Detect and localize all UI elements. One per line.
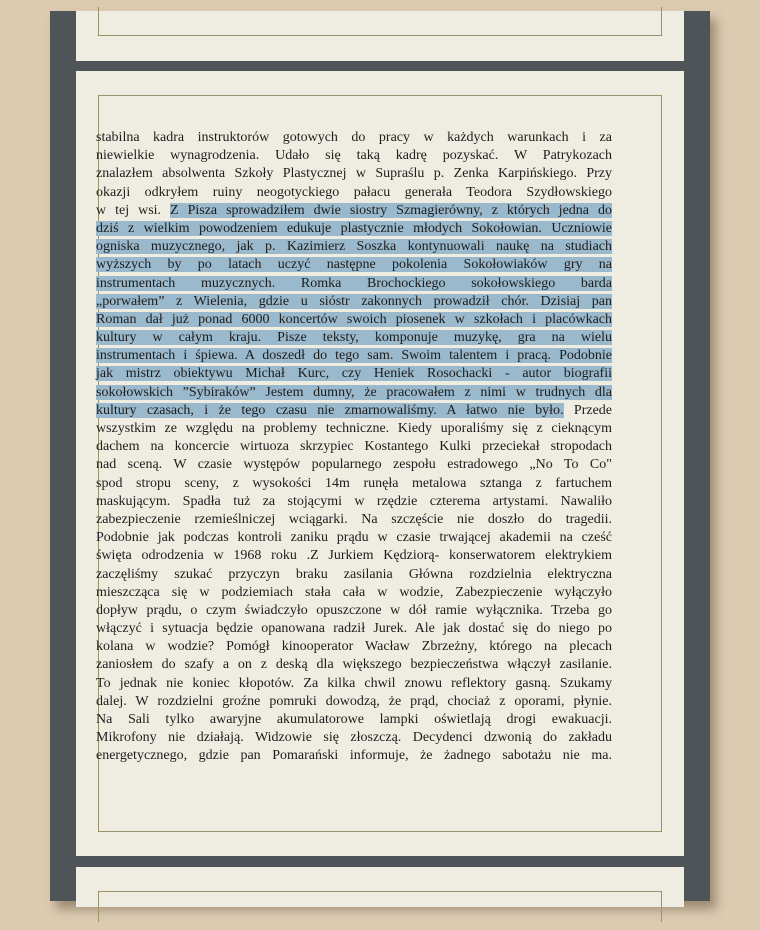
text-line [96, 329, 612, 347]
text-run: Podobnie jak podczas kontroli zaniku prądu w czasie trwającej akademii na cześć [96, 530, 612, 546]
text-line [96, 493, 612, 511]
text-line [96, 184, 612, 202]
text-line [96, 365, 612, 383]
text-line [96, 165, 612, 183]
text-run: energetycznego, gdzie pan Pomarański informuje, że żadnego sabotażu nie ma. [96, 748, 612, 764]
text-run: dalej. W rozdzielni groźne pomruki dowodzą, że prąd, chociaż z oporami, płynie. [96, 693, 612, 709]
text-line [96, 602, 612, 620]
text-line [96, 438, 612, 456]
selected-text: kultury w całym kraju. Pisze teksty, komponuje muzykę, gra na wielu [96, 330, 612, 346]
text-run: znalazłem absolwenta Szkoły Plastycznej w Supraślu p. Zenka Karpińskiego. Przy [96, 166, 612, 182]
selected-text: instrumentach i śpiewa. A doszedł do tego sam. Swoim talentem i pracą. Podobnie [96, 348, 612, 364]
text-run: Przede [563, 402, 612, 418]
page-body-text[interactable] [96, 129, 612, 766]
text-run: święta odrodzenia w 1968 roku .Z Jurkiem Kędziorą- konserwatorem elektrykiem [96, 548, 612, 564]
selected-text: kultury czasach, i że tego czasu nie zmarnowaliśmy. A łatwo nie było. [96, 402, 564, 418]
text-line [96, 238, 612, 256]
selected-text: Roman dał już ponad 6000 koncertów swoich piosenek w szkołach i placówkach [96, 311, 612, 327]
text-line [96, 293, 612, 311]
text-line [96, 475, 612, 493]
text-line [96, 275, 612, 293]
text-run: w tej wsi. [96, 202, 171, 218]
text-line [96, 638, 612, 656]
text-line [96, 729, 612, 747]
text-line [96, 656, 612, 674]
text-run: zaniosłem do szafy a on z deską dla większego bezpieczeństwa włączył zasilanie. [96, 657, 612, 673]
text-line [96, 711, 612, 729]
text-run: włączyć i sytuacja będzie opanowana radził Jurek. Ale jak dostać się do niego po [96, 621, 612, 637]
selected-text: jak mistrz obiektywu Michał Kurc, czy Heniek Rosochacki - autor biografii [96, 366, 612, 382]
text-line [96, 693, 612, 711]
text-run: wszystkim ze względu na problemy techniczne. Kiedy uporaliśmy się z cieknącym [96, 421, 612, 436]
text-run: Na Sali tylko awaryjne akumulatorowe lampki oświetlają drogi ewakuacji. [96, 712, 612, 727]
text-line [96, 511, 612, 529]
selected-text: „porwałem” z Wielenia, gdzie u sióstr zakonnych prowadził chór. Dzisiaj pan [96, 293, 612, 309]
selected-text: sokołowskich ”Sybiraków” Jestem dumny, że pracowałem z nimi w trudnych dla [96, 384, 612, 400]
text-line [96, 420, 612, 438]
text-run: zaczęliśmy szukać przyczyn braku zasilania Główna rozdzielnia elektryczna [96, 566, 612, 582]
text-line [96, 547, 612, 565]
text-run: spod stropu sceny, z wysokości 14m runęła metalowa sztanga z fartuchem [96, 475, 612, 491]
text-line [96, 529, 612, 547]
text-run: dachem na koncercie wirtuoza skrzypiec Kostantego Kulki przeciekał stropodach [96, 439, 612, 455]
text-line [96, 202, 612, 220]
selected-text: Z Pisza sprowadziłem dwie siostry Szmagierówny, z których jedna do [170, 202, 612, 218]
next-page [76, 867, 684, 907]
text-line [96, 347, 612, 365]
selected-text: dziś z wielkim powodzeniem edukuje plastycznie młodych Sokołowian. Uczniowie [96, 220, 612, 236]
text-run: zabezpieczenie rzemieślniczej wciągarki. Na szczęście nie doszło do tragedii. [96, 511, 612, 527]
text-line [96, 747, 612, 765]
text-line [96, 147, 612, 165]
text-run: To jednak nie koniec kłopotów. Za kilka chwil znowu reflektory gasną. Szukamy [96, 675, 612, 691]
text-line [96, 402, 612, 420]
text-line [96, 675, 612, 693]
text-line [96, 129, 612, 147]
selected-text: instrumentach muzycznych. Romka Brochockiego sokołowskiego barda [96, 275, 612, 291]
previous-page [76, 11, 684, 61]
selected-text: ogniska muzycznego, jak p. Kazimierz Soszka kontynuowali naukę na studiach [96, 239, 612, 255]
text-line [96, 220, 612, 238]
text-line [96, 620, 612, 638]
text-line [96, 384, 612, 402]
text-run: stabilna kadra instruktorów gotowych do pracy w każdych warunkach i za [96, 130, 612, 145]
text-line [96, 584, 612, 602]
text-line [96, 256, 612, 274]
text-line [96, 566, 612, 584]
selected-text: wyższych by po latach uczyć następne pokolenia Sokołowiaków gry na [96, 257, 612, 273]
text-run: mieszcząca się w podziemiach stała cała w wodzie, Zabezpieczenie wyłączyło [96, 584, 612, 600]
text-line [96, 456, 612, 474]
text-run: dopływ prądu, o czym świadczyło opuszczone w dół ramie wyłącznika. Trzeba go [96, 602, 612, 618]
text-run: nad sceną. W czasie występów popularnego zespołu estradowego „No To Co" [96, 457, 612, 473]
page-border [98, 891, 662, 922]
page-border [98, 7, 662, 36]
text-run: kolana w wodzie? Pomógł kinooperator Wacław Zbrzeżny, którego na plecach [96, 639, 612, 655]
text-run: niewielkie wynagrodzenia. Udało się taką kadrę pozyskać. W Patrykozach [96, 148, 612, 164]
text-line [96, 311, 612, 329]
text-run: Mikrofony nie działają. Widzowie się złoszczą. Decydenci dzwonią do zakładu [96, 730, 612, 746]
text-run: okazji odkryłem ruiny neogotyckiego pałacu generała Teodora Szydłowskiego [96, 184, 612, 200]
text-run: maskującym. Spadła tuż za stojącymi w rzędzie czterema artystami. Nawaliło [96, 493, 612, 509]
